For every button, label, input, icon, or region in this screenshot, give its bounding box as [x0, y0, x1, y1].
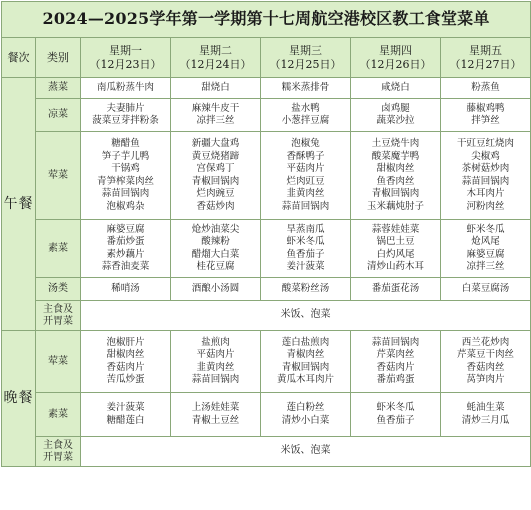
- dish-item: 鱼香肉丝: [376, 175, 415, 187]
- dish-cell: [351, 331, 441, 393]
- dish-item: 西兰花炒肉: [461, 336, 510, 348]
- dish-item: 莲白粉丝: [286, 402, 325, 413]
- dish-item: 糖醋莲白: [106, 414, 145, 426]
- dish-item: 盐水鸭: [291, 102, 320, 114]
- page-title: 2024—2025学年第一学期第十七周航空港校区教工食堂菜单: [2, 2, 531, 38]
- dish-cell: [441, 78, 531, 99]
- dish-item: 酸菜粉丝汤: [281, 282, 330, 294]
- dish-item: 南瓜粉蒸牛肉: [96, 81, 154, 93]
- dish-item: 蒜苗回锅肉: [101, 188, 150, 199]
- category-staple-line2: 开胃菜: [43, 451, 73, 463]
- dish-item: 麻婆豆腐: [466, 248, 505, 260]
- lunch-staple-row: [2, 301, 531, 331]
- dish-item: 藤椒鸡鸭: [466, 102, 505, 114]
- dish-cell: [261, 331, 351, 393]
- category-meat: 荤菜: [36, 132, 81, 220]
- dish-cell: [171, 220, 261, 278]
- dish-item: 干锅鸡: [111, 163, 140, 174]
- dish-cell: [351, 393, 441, 437]
- dish-item: 泡椒鸡杂: [106, 200, 145, 212]
- dish-item: 酸辣粉: [201, 236, 230, 247]
- dish-cell: [171, 99, 261, 132]
- dish-item: 菠菜豆芽拌粉条: [92, 115, 159, 126]
- dish-cell: [261, 78, 351, 99]
- dish-item: 姜汁菠菜: [286, 261, 325, 272]
- dish-item: 青椒土豆丝: [191, 414, 240, 426]
- dish-item: 蒜蓉娃娃菜: [371, 223, 420, 235]
- dish-item: 苦瓜炒蛋: [106, 374, 145, 385]
- dish-cell: [441, 331, 531, 393]
- dish-cell: [171, 78, 261, 99]
- dish-item: 炝炒油菜尖: [191, 223, 240, 235]
- dish-item: 拌笋丝: [471, 115, 500, 126]
- meal-dinner: 晚餐: [2, 331, 36, 467]
- dish-item: 夫妻肺片: [106, 102, 145, 114]
- dish-item: 清炒山药木耳: [366, 261, 424, 272]
- dish-item: 锅巴土豆: [376, 236, 415, 247]
- dish-item: 醋熘大白菜: [191, 248, 240, 260]
- header-day-tue: [171, 38, 261, 78]
- dish-item: 青笋榨菜肉丝: [96, 175, 154, 187]
- category-cold: 凉菜: [36, 99, 81, 132]
- day-name: 星期四: [379, 43, 412, 57]
- dish-cell: [171, 331, 261, 393]
- dish-item: 虾米冬瓜: [466, 223, 505, 235]
- dish-item: 黄豆烧猪蹄: [191, 150, 240, 162]
- dish-cell: [351, 278, 441, 301]
- dish-cell: [261, 278, 351, 301]
- dish-item: 蒜苗回锅肉: [371, 336, 420, 348]
- day-date: （12月23日）: [89, 57, 162, 71]
- dish-item: 莴笋肉片: [466, 374, 505, 385]
- dish-item: 甜椒肉丝: [376, 163, 415, 174]
- dish-item: 蚝油生菜: [466, 402, 505, 413]
- dish-cell: [81, 331, 171, 393]
- category-meat: 荤菜: [36, 331, 81, 393]
- lunch-veg-row: [2, 220, 531, 278]
- dish-item: 香菇肉片: [106, 361, 145, 373]
- dish-item: 虾米冬瓜: [376, 402, 415, 413]
- category-soup: 汤类: [36, 278, 81, 301]
- header-category: 类别: [36, 38, 81, 78]
- dish-item: 甜椒肉丝: [106, 349, 145, 360]
- dish-item: 宫保鸡丁: [196, 163, 235, 174]
- category-steamed: 蒸菜: [36, 78, 81, 99]
- lunch-cold-row: [2, 99, 531, 132]
- category-staple-line2: 开胃菜: [43, 315, 73, 327]
- category-staple: [36, 301, 81, 331]
- category-staple: [36, 437, 81, 467]
- dish-item: 蒜苗回锅肉: [461, 175, 510, 187]
- dish-cell: [171, 132, 261, 220]
- dish-item: 香菇肉丝: [466, 361, 505, 373]
- dish-item: 莲白盐煎肉: [281, 336, 330, 348]
- dish-item: 白灼风尾: [376, 248, 415, 260]
- dish-item: 尖椒鸡: [471, 150, 500, 162]
- header-day-wed: [261, 38, 351, 78]
- dish-item: 蔬菜沙拉: [376, 115, 415, 126]
- staple-value: 米饭、泡菜: [81, 301, 531, 331]
- day-date: （12月27日）: [449, 57, 522, 71]
- dish-item: 鱼香茄子: [286, 248, 325, 260]
- dish-item: 麻婆豆腐: [106, 223, 145, 235]
- dish-cell: [261, 99, 351, 132]
- dish-item: 土豆烧牛肉: [371, 138, 420, 149]
- dish-item: 稀哨汤: [111, 282, 140, 294]
- dish-item: 泡椒兔: [291, 138, 320, 149]
- menu-table: [1, 1, 531, 467]
- dish-item: 凉拌三丝: [466, 261, 505, 272]
- dish-item: 泡椒肝片: [106, 336, 145, 348]
- dish-cell: [261, 132, 351, 220]
- dish-cell: [351, 220, 441, 278]
- dish-item: 甜烧白: [201, 81, 230, 93]
- dish-item: 青椒回锅肉: [281, 361, 330, 373]
- dish-item: 香菇肉片: [376, 361, 415, 373]
- category-staple-line1: 主食及: [43, 303, 73, 315]
- day-name: 星期三: [289, 43, 322, 57]
- lunch-steamed-row: [2, 78, 531, 99]
- dish-cell: [261, 220, 351, 278]
- menu-document: [1, 1, 530, 508]
- dish-item: 玉米藕炖肘子: [366, 200, 424, 212]
- dish-item: 旱蒸南瓜: [286, 223, 325, 235]
- dish-item: 酸菜魔芋鸭: [371, 150, 420, 162]
- dish-cell: [81, 220, 171, 278]
- dish-cell: [441, 393, 531, 437]
- dish-item: 韭黄肉丝: [286, 188, 325, 199]
- dish-item: 番茄炒蛋: [106, 236, 145, 247]
- dish-item: 盐煎肉: [201, 336, 230, 348]
- dish-item: 蒜苗回锅肉: [191, 374, 240, 385]
- dish-cell: [441, 220, 531, 278]
- day-name: 星期五: [469, 43, 503, 57]
- dish-item: 桂花豆腐: [196, 261, 235, 272]
- dish-item: 小葱拌豆腐: [281, 115, 330, 126]
- meal-lunch: 午餐: [2, 78, 36, 331]
- dish-cell: [441, 99, 531, 132]
- dish-item: 凉拌三丝: [196, 115, 235, 126]
- day-date: （12月26日）: [359, 57, 432, 71]
- header-row: [2, 38, 531, 78]
- dish-item: 茶树菇炒肉: [461, 163, 510, 174]
- dish-item: 新疆大盘鸡: [191, 138, 240, 149]
- dish-item: 卤鸡腿: [381, 102, 410, 114]
- dish-item: 河粉肉丝: [466, 200, 505, 212]
- dish-item: 木耳肉片: [466, 188, 505, 199]
- header-day-mon: [81, 38, 171, 78]
- dinner-veg-row: [2, 393, 531, 437]
- dish-item: 平菇肉片: [286, 163, 325, 174]
- dish-cell: [351, 99, 441, 132]
- dish-item: 香酥鸭子: [286, 150, 325, 162]
- dish-item: 清炒三月瓜: [461, 414, 510, 426]
- dish-item: 平菇肉片: [196, 349, 235, 360]
- header-meal: 餐次: [2, 38, 36, 78]
- dish-cell: [441, 278, 531, 301]
- dish-item: 烂肉豇豆: [286, 175, 325, 187]
- category-veg: 素菜: [36, 220, 81, 278]
- dish-item: 咸烧白: [381, 81, 410, 93]
- dish-item: 青椒肉丝: [286, 349, 325, 360]
- dish-cell: [81, 99, 171, 132]
- dish-item: 芹菜豆干肉丝: [457, 349, 515, 360]
- dish-item: 番茄鸡蛋: [376, 374, 415, 385]
- dish-item: 酒酿小汤圆: [191, 282, 240, 294]
- dish-item: 青椒回锅肉: [191, 175, 240, 187]
- dish-item: 笋子芋儿鸭: [101, 150, 150, 162]
- dish-item: 上汤娃娃菜: [191, 402, 240, 413]
- dish-item: 蒜苗回锅肉: [281, 200, 330, 212]
- dish-item: 白菜豆腐汤: [461, 282, 510, 294]
- day-date: （12月24日）: [179, 57, 252, 71]
- day-date: （12月25日）: [269, 57, 342, 71]
- day-name: 星期二: [199, 43, 232, 57]
- lunch-soup-row: [2, 278, 531, 301]
- category-veg: 素菜: [36, 393, 81, 437]
- dish-cell: [441, 132, 531, 220]
- dish-item: 姜汁菠菜: [106, 402, 145, 413]
- dish-item: 香菇炒肉: [196, 200, 235, 212]
- dish-item: 韭黄肉丝: [196, 361, 235, 373]
- dish-item: 烂肉豌豆: [196, 188, 235, 199]
- dish-cell: [81, 78, 171, 99]
- day-name: 星期一: [109, 43, 142, 57]
- dish-item: 芹菜肉丝: [376, 349, 415, 360]
- dish-item: 麻辣牛皮干: [191, 102, 240, 114]
- dish-cell: [351, 78, 441, 99]
- dish-item: 清炒小白菜: [281, 414, 330, 426]
- dish-item: 素炒藕片: [106, 248, 145, 260]
- dish-item: 番茄蛋花汤: [371, 282, 420, 294]
- dish-cell: [171, 278, 261, 301]
- dish-item: 虾米冬瓜: [286, 236, 325, 247]
- dish-item: 粉蒸鱼: [471, 81, 500, 93]
- dish-item: 糖醋鱼: [111, 138, 140, 149]
- dish-item: 鱼香茄子: [376, 414, 415, 426]
- dish-item: 炝风尾: [471, 236, 500, 247]
- dinner-staple-row: [2, 437, 531, 467]
- dish-cell: [81, 278, 171, 301]
- dish-cell: [261, 393, 351, 437]
- dish-cell: [351, 132, 441, 220]
- category-staple-line1: 主食及: [43, 439, 73, 451]
- staple-value: 米饭、泡菜: [81, 437, 531, 467]
- header-day-thu: [351, 38, 441, 78]
- dish-item: 糯米蒸排骨: [281, 81, 330, 93]
- dish-item: 蒜香油麦菜: [101, 261, 150, 272]
- dish-item: 干豇豆红烧肉: [457, 138, 515, 149]
- dish-cell: [81, 132, 171, 220]
- dish-item: 青椒回锅肉: [371, 188, 420, 199]
- dish-cell: [81, 393, 171, 437]
- lunch-meat-row: [2, 132, 531, 220]
- dish-item: 黄瓜木耳肉片: [276, 374, 334, 385]
- dish-cell: [171, 393, 261, 437]
- dinner-meat-row: [2, 331, 531, 393]
- header-day-fri: [441, 38, 531, 78]
